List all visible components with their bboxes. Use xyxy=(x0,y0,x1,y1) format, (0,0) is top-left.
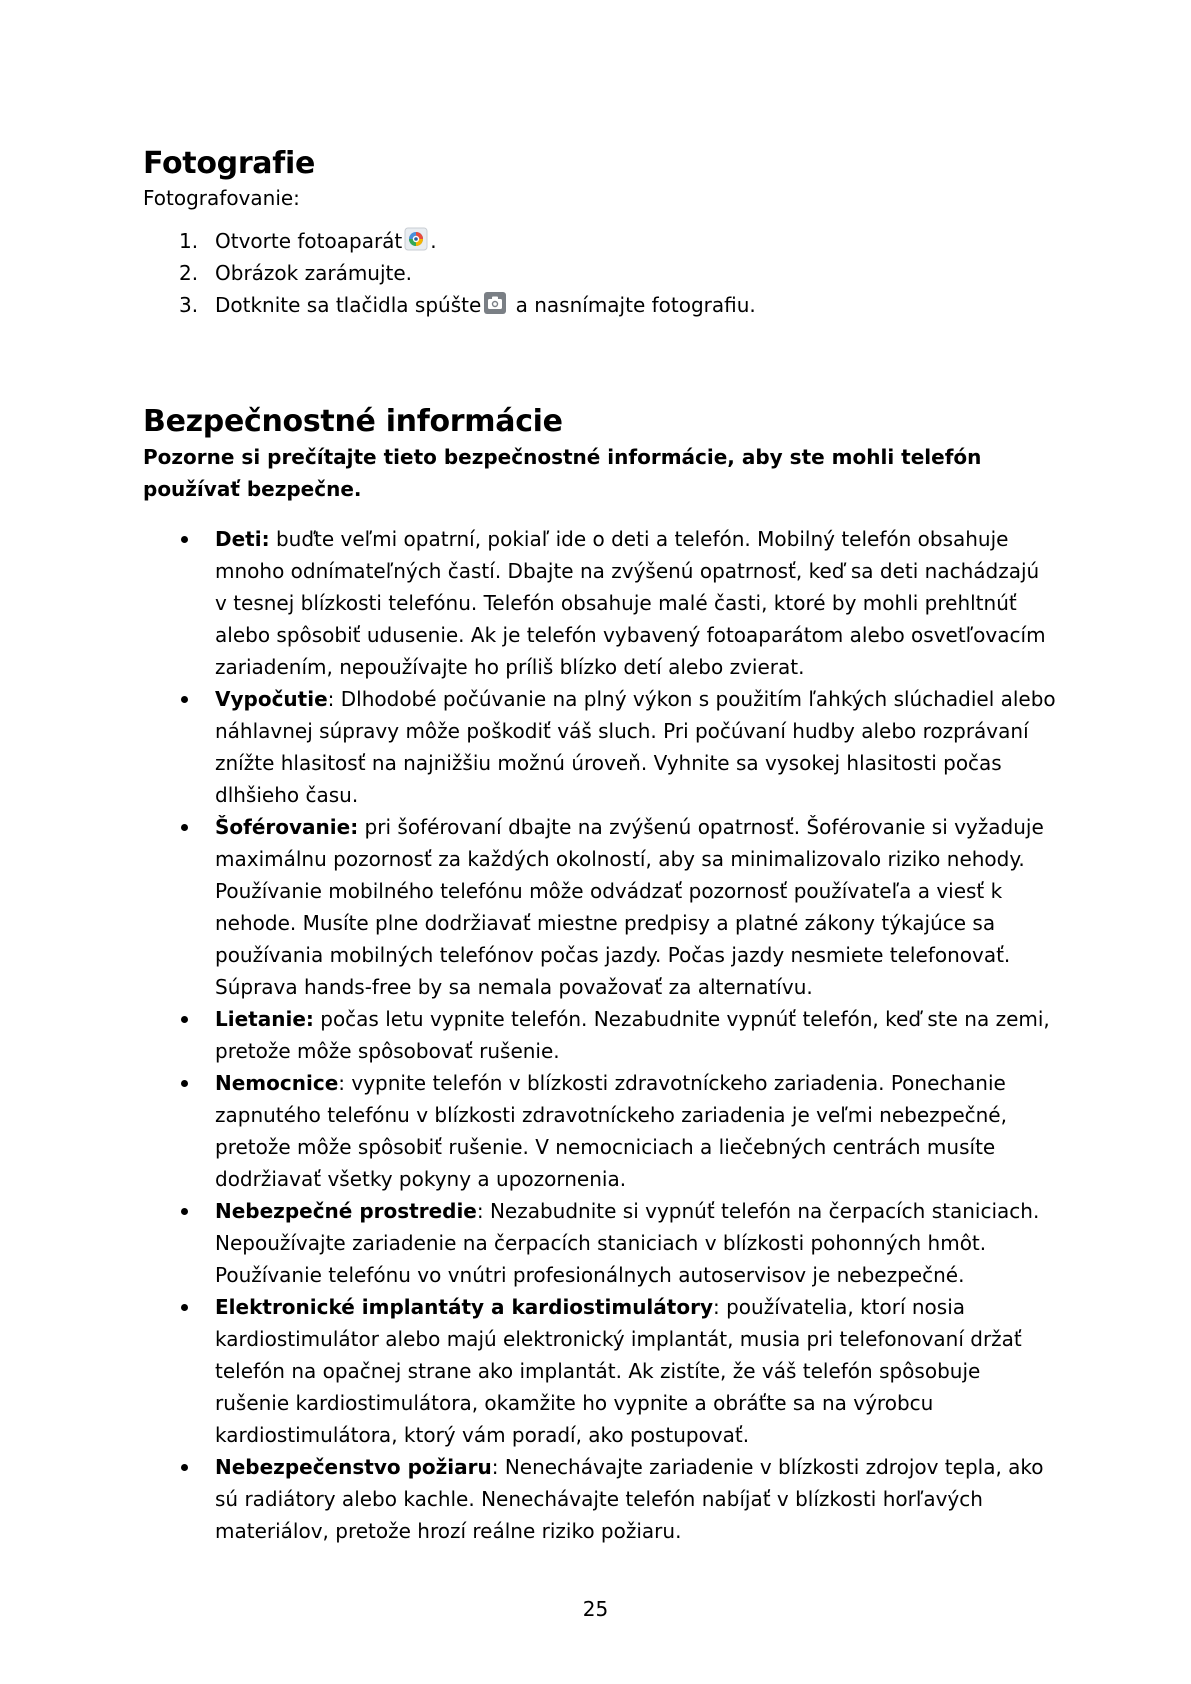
bullet-icon xyxy=(181,536,188,543)
step-text: Dotknite sa tlačidla spúšte xyxy=(215,293,482,317)
item-term: Nemocnice xyxy=(215,1071,339,1095)
item-term: Lietanie: xyxy=(215,1007,314,1031)
list-item xyxy=(143,1067,1063,1195)
list-item xyxy=(143,1003,1063,1067)
item-text: : používatelia, ktorí nosia kardiostimulátor alebo majú elektronický implantát, musia pri telefonovaní držať telefón na opačnej strane ako implantát. Ak zistíte, že váš telefón spôsobuje rušenie kardiostimulátora, okamžite ho vypnite a obráťte sa na výrobcu kardiostimulátora, ktorý vám poradí, ako postupovať. xyxy=(215,1295,1022,1447)
bullet-icon xyxy=(181,696,188,703)
step-number: 2. xyxy=(179,261,199,285)
page-number: 25 xyxy=(582,1597,609,1621)
step-text: Otvorte fotoaparát xyxy=(215,229,403,253)
list-item xyxy=(143,225,1063,257)
document-page xyxy=(143,145,1063,1547)
bullet-icon xyxy=(181,824,188,831)
item-text: buďte veľmi opatrní, pokiaľ ide o deti a telefón. Mobilný telefón obsahuje mnoho odnímateľných častí. Dbajte na zvýšenú opatrnosť, keď sa deti nachádzajú v tesnej blízkosti telefónu. Telefón obsahuje malé časti, ktoré by mohli prehltnúť alebo spôsobiť udusenie. Ak je telefón vybavený fotoaparátom alebo osvetľovacím zariadením, nepoužívajte ho príliš blízko detí alebo zvierat. xyxy=(215,527,1046,679)
photo-intro: Fotografovanie: xyxy=(143,186,300,210)
list-item xyxy=(143,811,1063,1003)
bullet-icon xyxy=(181,1464,188,1471)
bullet-icon xyxy=(181,1208,188,1215)
photo-section-title: Fotografie xyxy=(143,146,316,181)
camera-app-icon xyxy=(404,227,428,251)
item-term: Vypočutie xyxy=(215,687,328,711)
item-term: Elektronické implantáty a kardiostimulátory xyxy=(215,1295,713,1319)
list-item xyxy=(143,257,1063,289)
item-text: : Nezabudnite si vypnúť telefón na čerpacích staniciach. Nepoužívajte zariadenie na čerpacích staniciach v blízkosti pohonných hmôt. Používanie telefónu vo vnútri profesionálnych autoservisov je nebezpečné. xyxy=(215,1199,1040,1287)
photo-steps-list xyxy=(143,225,1063,321)
safety-section-title: Bezpečnostné informácie xyxy=(143,404,563,439)
item-text: : Dlhodobé počúvanie na plný výkon s použitím ľahkých slúchadiel alebo náhlavnej súpravy môže poškodiť váš sluch. Pri počúvaní hudby alebo rozprávaní znížte hlasitosť na najnižšiu možnú úroveň. Vyhnite sa vysokej hlasitosti počas dlhšieho času. xyxy=(215,687,1056,807)
bullet-icon xyxy=(181,1016,188,1023)
list-item xyxy=(143,683,1063,811)
item-text: : Nenechávajte zariadenie v blízkosti zdrojov tepla, ako sú radiátory alebo kachle. Nenechávajte telefón nabíjať v blízkosti horľavých materiálov, pretože hrozí reálne riziko požiaru. xyxy=(215,1455,1044,1543)
list-item xyxy=(143,1291,1063,1451)
shutter-icon xyxy=(483,291,507,315)
step-text-end: a nasnímajte fotografiu. xyxy=(509,293,756,317)
bullet-icon xyxy=(181,1304,188,1311)
step-number: 3. xyxy=(179,293,199,317)
bullet-icon xyxy=(181,1080,188,1087)
step-text-end: . xyxy=(430,229,437,253)
list-item xyxy=(143,1451,1063,1547)
step-text: Obrázok zarámujte. xyxy=(215,261,413,285)
list-item xyxy=(143,289,1063,321)
safety-section xyxy=(143,403,1063,1547)
item-text: : vypnite telefón v blízkosti zdravotníckeho zariadenia. Ponechanie zapnutého telefónu v blízkosti zdravotníckeho zariadenia je veľmi nebezpečné, pretože môže spôsobiť rušenie. V nemocniciach a liečebných centrách musíte dodržiavať všetky pokyny a upozornenia. xyxy=(215,1071,1007,1191)
list-item xyxy=(143,1195,1063,1291)
list-item xyxy=(143,523,1063,683)
item-text: pri šoférovaní dbajte na zvýšenú opatrnosť. Šoférovanie si vyžaduje maximálnu pozornosť za každých okolností, aby sa minimalizovalo riziko nehody. Používanie mobilného telefónu môže odvádzať pozornosť používateľa a viesť k nehode. Musíte plne dodržiavať miestne predpisy a platné zákony týkajúce sa používania mobilných telefónov počas jazdy. Počas jazdy nesmiete telefonovať. Súprava hands-free by sa nemala považovať za alternatívu. xyxy=(215,815,1044,999)
item-term: Nebezpečenstvo požiaru xyxy=(215,1455,492,1479)
item-text: počas letu vypnite telefón. Nezabudnite vypnúť telefón, keď ste na zemi, pretože môže spôsobovať rušenie. xyxy=(215,1007,1050,1063)
safety-list xyxy=(143,523,1063,1547)
item-term: Deti: xyxy=(215,527,270,551)
safety-lead: Pozorne si prečítajte tieto bezpečnostné informácie, aby ste mohli telefón používať bezpečne. xyxy=(143,445,982,501)
item-term: Šoférovanie: xyxy=(215,815,359,839)
step-number: 1. xyxy=(179,229,199,253)
item-term: Nebezpečné prostredie xyxy=(215,1199,477,1223)
